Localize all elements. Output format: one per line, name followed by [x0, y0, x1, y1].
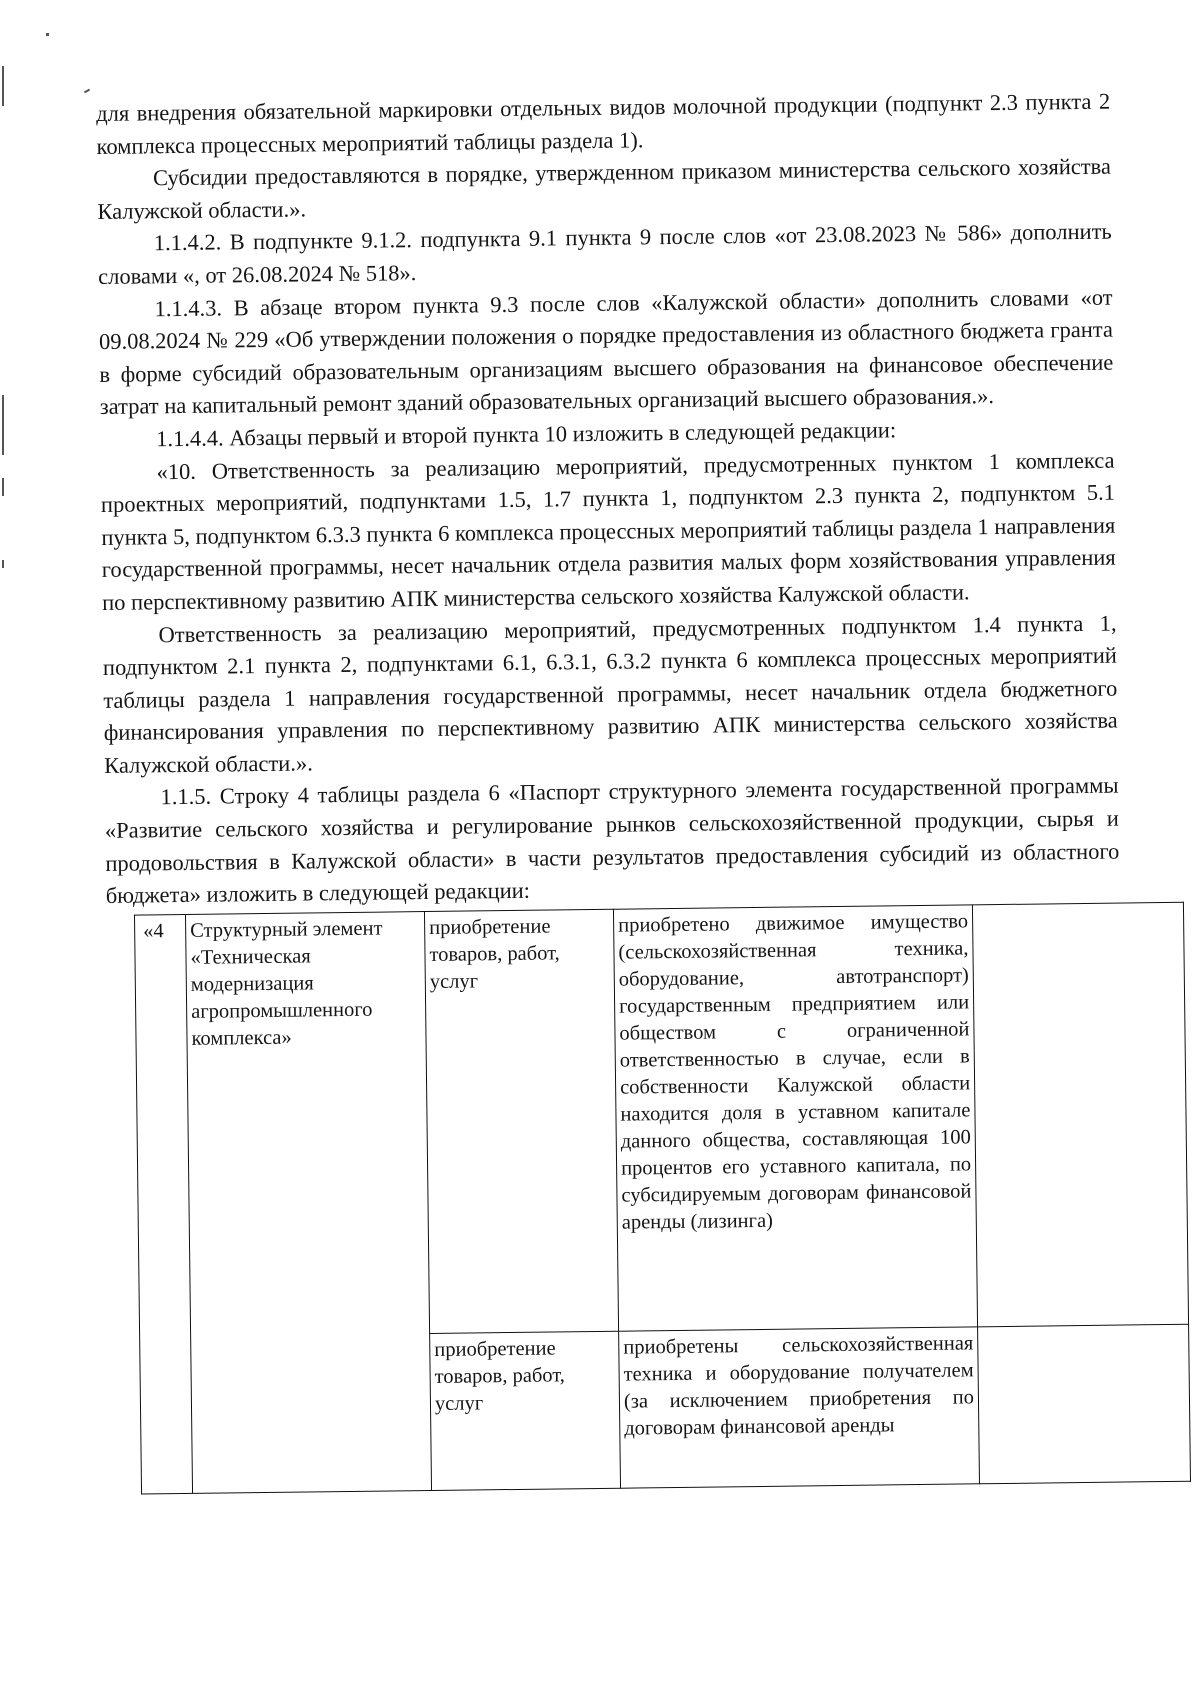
paragraph: 1.1.4.4. Абзацы первый и второй пункта 10 изложить в следующей редакции:: [156, 417, 897, 452]
paragraph: «10. Ответственность за реализацию мероприятий, предусмотренных пунктом 1 комплекса проектных мероприятий, подпунктами 1.5, 1.7 пункта 1, подпунктом 2.3 пункта 2, подпунктом 5.1 пункта 5, подпунктом 6.3.3 пункта 6 комплекса процессных мероприятий таблицы раздела 1 направления государственной программы, несет начальник отдела развития малых форм хозяйствования управления по перспективному развитию АПК министерства сельского хозяйства Калужской области.: [100, 447, 1116, 615]
result-type-cell: [424, 909, 618, 1333]
scan-mark: [2, 66, 4, 106]
result-description-cell: [619, 1327, 980, 1488]
structural-element-cell: [185, 911, 431, 1493]
paragraph: 1.1.4.3. В абзаце втором пункта 9.3 после слов «Калужской области» дополнить словами «от 09.08.2024 № 229 «Об утверждении положения о порядке предоставления из областного бюджета гранта в форме субсидий образовательным организациям высшего образования на финансовое обеспечение затрат на капитальный ремонт зданий образовательных организаций высшего образования.».: [98, 284, 1114, 420]
scan-mark: [2, 478, 4, 496]
row-number-cell: [134, 914, 192, 1494]
document-page: [96, 86, 1127, 1495]
row-number: «4: [143, 920, 164, 943]
empty-cell-text: [977, 906, 1179, 908]
paragraph: Субсидии предоставляются в порядке, утвержденном приказом министерства сельского хозяйства Калужской области.».: [97, 153, 1112, 224]
paragraph: Ответственность за реализацию мероприятий, предусмотренных подпунктом 1.4 пункта 1, подпунктом 2.1 пункта 2, подпунктами 6.1, 6.3.1, 6.3.2 пункта 6 комплекса процессных мероприятий таблицы раздела 1 направления государственной программы, несет начальник отдела бюджетного финансирования управления по перспективному развитию АПК министерства сельского хозяйства Калужской области.».: [102, 610, 1118, 778]
empty-cell: [972, 902, 1188, 1327]
result-description: приобретено движимое имущество (сельскохозяйственная техника, оборудование, автотранспорт) государственным предприятием или обществом с ограниченной ответственностью в случае, если в собственности Калужской области находится доля в уставном капитале данного общества, составляющая 100 процентов его уставного капитала, по субсидируемым договорам финансовой аренды (лизинга): [618, 910, 972, 1234]
result-type: приобретение товаров, работ, услуг: [434, 1337, 565, 1415]
table-row: [134, 902, 1188, 1337]
scan-mark: [2, 395, 4, 455]
result-type: приобретение товаров, работ, услуг: [429, 915, 560, 993]
empty-cell: [978, 1324, 1191, 1484]
empty-cell-text: [982, 1328, 1184, 1330]
result-type-cell: [430, 1331, 621, 1490]
paragraph: для внедрения обязательной маркировки отдельных видов молочной продукции (подпункт 2.3 пункта 2 комплекса процессных мероприятий таблицы раздела 1).: [96, 88, 1111, 159]
result-description: приобретены сельскохозяйственная техника и оборудование получателем (за исключением приобретения по договорам финансовой аренды: [623, 1332, 975, 1440]
structural-element-name: Структурный элемент «Техническая модернизация агропромышленного комплекса»: [190, 917, 383, 1050]
scan-mark: [46, 33, 49, 36]
passport-table: [134, 902, 1191, 1495]
scan-mark: [84, 89, 90, 94]
scan-mark: [2, 560, 4, 568]
result-description-cell: [613, 905, 977, 1331]
paragraph: 1.1.5. Строку 4 таблицы раздела 6 «Паспорт структурного элемента государственной программы «Развитие сельского хозяйства и регулирование рынков сельскохозяйственной продукции, сырья и продовольствия в Калужской области» в части результатов предоставления субсидий из областного бюджета» изложить в следующей редакции:: [104, 773, 1120, 909]
paragraph: 1.1.4.2. В подпункте 9.1.2. подпункта 9.1 пункта 9 после слов «от 23.08.2023 № 586» дополнить словами «, от 26.08.2024 № 518».: [98, 218, 1112, 289]
